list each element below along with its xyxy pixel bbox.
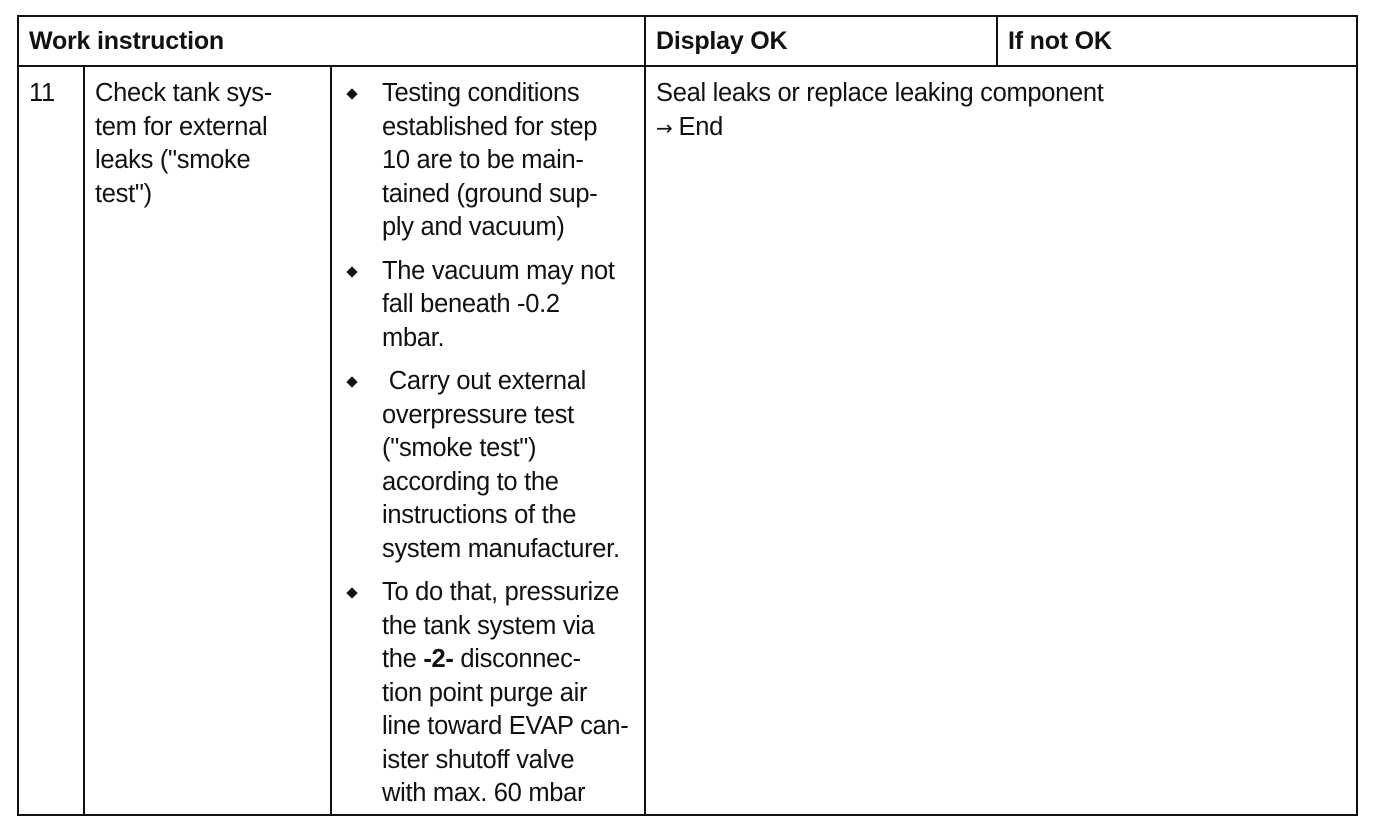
list-item-line: Testing conditions xyxy=(382,79,580,107)
callout-number: -2- xyxy=(423,645,454,673)
step-number: 11 xyxy=(18,66,84,815)
header-if-not-ok: If not OK xyxy=(997,16,1357,66)
list-item-line: mbar. xyxy=(382,323,445,352)
diamond-bullet-icon xyxy=(346,587,357,598)
right-arrow-icon: → xyxy=(656,115,673,140)
list-item-line: system manufacturer. xyxy=(382,534,620,563)
table-header-row xyxy=(18,16,1357,66)
list-item-line: the tank system via xyxy=(382,611,595,640)
list-item-line: Carry out external xyxy=(382,367,587,395)
list-item-text: disconnec- xyxy=(453,645,581,673)
step-title xyxy=(84,66,331,815)
list-item-text: the xyxy=(382,645,424,673)
action-end-line xyxy=(656,111,1356,146)
list-item xyxy=(344,576,640,811)
list-item-line: ister shutoff valve xyxy=(382,745,575,774)
list-item-line: tained (ground sup- xyxy=(382,179,598,208)
list-item-line: fall beneath -0.2 xyxy=(382,290,560,318)
list-item xyxy=(344,77,640,245)
step-title-line: Check tank sys- xyxy=(95,79,272,107)
work-instruction-table xyxy=(17,15,1358,816)
step-title-line: tem for external xyxy=(95,112,268,141)
action-text: Seal leaks or replace leaking component xyxy=(656,79,1104,107)
list-item xyxy=(344,255,640,356)
list-item-line: 10 are to be main- xyxy=(382,146,584,174)
list-item-line: ("smoke test") xyxy=(382,434,537,462)
list-item-line: instructions of the xyxy=(382,501,577,529)
diamond-bullet-icon xyxy=(346,376,357,387)
list-item-line: according to the xyxy=(382,467,559,496)
list-item xyxy=(344,365,640,566)
list-item-line: with max. 60 mbar xyxy=(382,779,586,807)
if-not-ok-action xyxy=(645,66,1357,815)
list-item-line: established for step xyxy=(382,112,598,141)
diamond-bullet-icon xyxy=(346,266,357,277)
list-item-line: The vacuum may not xyxy=(382,256,615,285)
step-title-line: test") xyxy=(95,179,152,208)
list-item-line: overpressure test xyxy=(382,400,574,429)
list-item-line: ply and vacuum) xyxy=(382,213,565,241)
table-row xyxy=(18,66,1357,815)
header-display-ok: Display OK xyxy=(645,16,997,66)
list-item-line: To do that, pressurize xyxy=(382,578,620,606)
step-title-line: leaks ("smoke xyxy=(95,146,251,174)
diamond-bullet-icon xyxy=(346,88,357,99)
header-work-instruction: Work instruction xyxy=(18,16,645,66)
list-item-line: tion point purge air xyxy=(382,678,588,707)
list-item-line xyxy=(382,643,640,677)
action-end-label: End xyxy=(678,112,723,141)
step-instructions xyxy=(331,66,645,815)
list-item-line: line toward EVAP can- xyxy=(382,712,629,740)
